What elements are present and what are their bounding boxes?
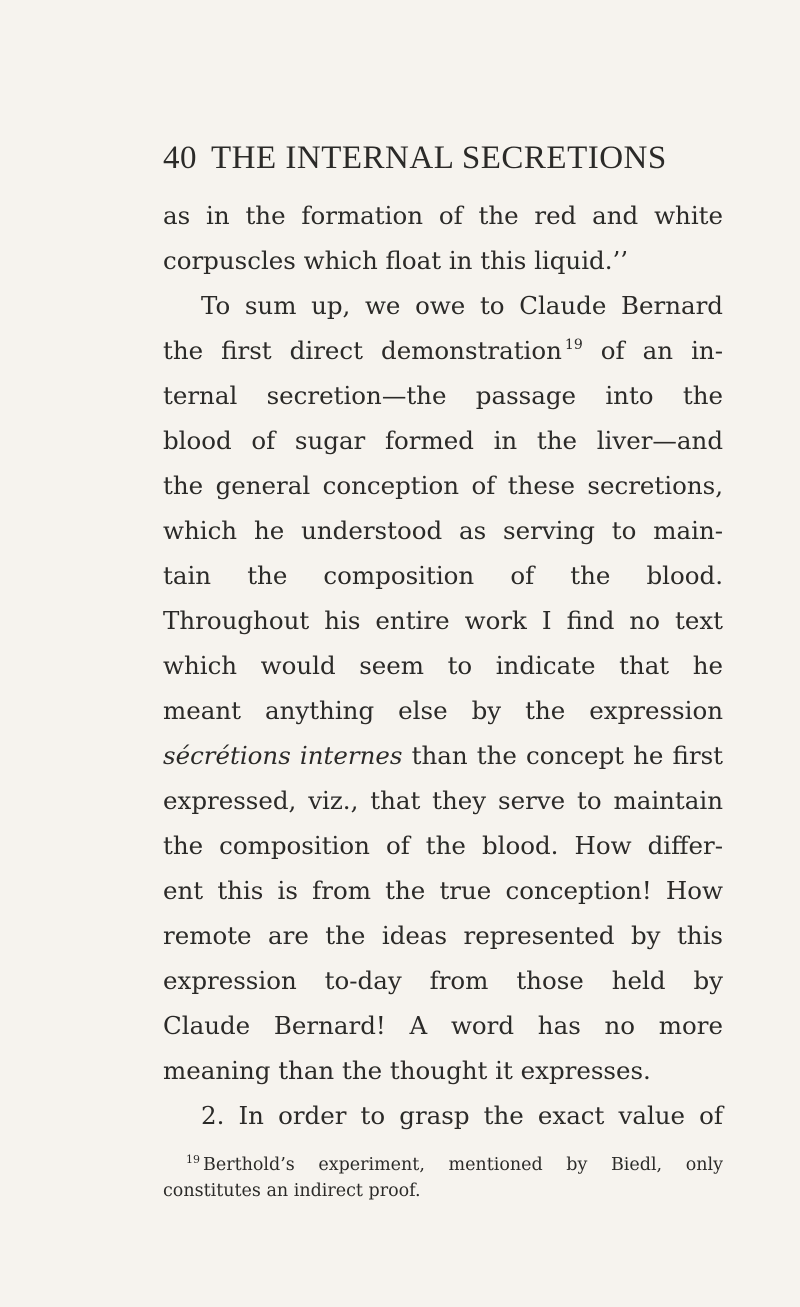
text-line: Throughout his entire work I find no text xyxy=(163,606,723,635)
text-line: corpuscles which float in this liquid.’’ xyxy=(163,246,629,275)
text-line: meant anything else by the expression xyxy=(163,696,723,725)
text-line: meaning than the thought it expresses. xyxy=(163,1056,651,1085)
page-number: 40 xyxy=(163,140,197,176)
text-line: Claude Bernard! A word has no more xyxy=(163,1011,723,1040)
text-line: ent this is from the true conception! How xyxy=(163,876,723,905)
text-fragment: than the concept he first xyxy=(411,741,723,770)
italic-phrase: sécrétions internes xyxy=(163,741,403,770)
footnote-line xyxy=(186,1152,723,1180)
footnote-reference: 19 xyxy=(564,337,583,353)
text-line: blood of sugar formed in the liver—and xyxy=(163,426,723,455)
text-fragment: of an in- xyxy=(600,336,723,365)
text-line xyxy=(163,331,723,375)
text-line: To sum up, we owe to Claude Bernard xyxy=(201,291,723,320)
text-line: 2. In order to grasp the exact value of xyxy=(201,1101,723,1130)
footnote-line: constitutes an indirect proof. xyxy=(163,1181,421,1201)
text-line: the composition of the blood. How differ- xyxy=(163,831,723,860)
footnote-marker: 19 xyxy=(186,1153,200,1166)
text-line: expressed, viz., that they serve to maintain xyxy=(163,786,723,815)
text-line xyxy=(163,736,723,776)
text-line: which would seem to indicate that he xyxy=(163,651,723,680)
text-line: which he understood as serving to main- xyxy=(163,516,723,545)
text-line: tain the composition of the blood. xyxy=(163,561,723,590)
running-title: THE INTERNAL SECRETIONS xyxy=(211,140,667,176)
footnote-text: Berthold’s experiment, mentioned by Biedl, only xyxy=(203,1155,723,1175)
text-line: expression to-day from those held by xyxy=(163,966,723,995)
text-line: ternal secretion—the passage into the xyxy=(163,381,723,410)
text-line: the general conception of these secretions, xyxy=(163,471,723,500)
text-line: as in the formation of the red and white xyxy=(163,201,723,230)
running-head xyxy=(163,138,723,178)
text-fragment: the first direct demonstration xyxy=(163,336,562,365)
text-line: remote are the ideas represented by this xyxy=(163,921,723,950)
